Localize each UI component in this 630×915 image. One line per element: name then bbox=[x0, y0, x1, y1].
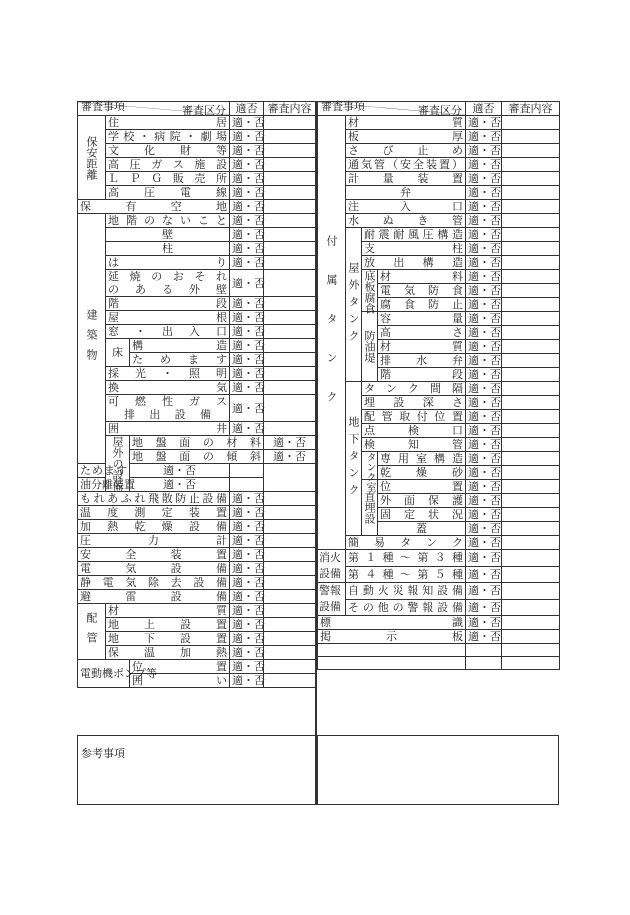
header-category: 審査区分 bbox=[418, 104, 462, 117]
row-label: 材質 bbox=[346, 116, 466, 130]
content-cell[interactable] bbox=[502, 396, 560, 410]
content-cell[interactable] bbox=[502, 424, 560, 438]
content-cell[interactable] bbox=[264, 381, 316, 395]
result-mark[interactable]: 適・否 bbox=[466, 630, 502, 644]
result-mark[interactable]: 適・否 bbox=[230, 130, 264, 144]
result-mark[interactable]: 適・否 bbox=[230, 660, 264, 674]
result-mark[interactable]: 適・否 bbox=[466, 536, 502, 550]
content-cell[interactable] bbox=[264, 172, 316, 186]
result-mark[interactable]: 適・否 bbox=[466, 550, 502, 567]
content-cell[interactable] bbox=[264, 618, 316, 632]
row-label: 階段 bbox=[378, 368, 466, 382]
result-mark[interactable]: 適・否 bbox=[230, 256, 264, 270]
content-cell[interactable] bbox=[264, 353, 316, 367]
group-keihou: 警報設備 bbox=[318, 583, 346, 616]
content-cell[interactable] bbox=[502, 630, 560, 644]
result-mark[interactable]: 適・否 bbox=[230, 548, 264, 562]
content-cell[interactable] bbox=[264, 646, 316, 660]
content-cell[interactable] bbox=[264, 270, 316, 297]
content-cell[interactable] bbox=[264, 130, 316, 144]
row-label: 加熱乾燥設備 bbox=[78, 520, 230, 534]
row-label: 材質 bbox=[106, 604, 230, 618]
empty-cell bbox=[318, 644, 466, 657]
result-mark[interactable]: 適・否 bbox=[466, 424, 502, 438]
result-mark[interactable]: 適・否 bbox=[230, 242, 264, 256]
content-cell[interactable] bbox=[264, 367, 316, 381]
row-label: 地盤面の傾斜 bbox=[130, 450, 264, 464]
row-label: 安全装置 bbox=[78, 548, 230, 562]
content-cell[interactable] bbox=[502, 599, 560, 616]
content-cell[interactable] bbox=[502, 130, 560, 144]
row-label: 高圧ガス施設 bbox=[106, 158, 230, 172]
group-shouka: 消火設備 bbox=[318, 550, 346, 583]
label-line: 可燃性ガス bbox=[108, 395, 228, 408]
result-mark[interactable]: 適・否 bbox=[230, 228, 264, 242]
content-cell[interactable] bbox=[502, 144, 560, 158]
result-mark[interactable]: 適・否 bbox=[466, 522, 502, 536]
row-label: 放出構造 bbox=[362, 256, 466, 270]
right-table bbox=[317, 101, 560, 670]
notes-label: 参考事項 bbox=[81, 747, 125, 760]
content-cell[interactable] bbox=[502, 438, 560, 452]
result-mark[interactable]: 適・否 bbox=[230, 562, 264, 576]
header-content: 審査内容 bbox=[502, 102, 560, 116]
result-mark[interactable]: 適・否 bbox=[230, 381, 264, 395]
content-cell[interactable] bbox=[502, 228, 560, 242]
result-mark[interactable]: 適・否 bbox=[466, 116, 502, 130]
result-mark[interactable]: 適・否 bbox=[230, 534, 264, 548]
notes-area-right[interactable] bbox=[317, 735, 559, 805]
result-mark[interactable]: 適・否 bbox=[466, 298, 502, 312]
notes-area[interactable] bbox=[77, 735, 315, 805]
result-mark[interactable]: 適・否 bbox=[466, 214, 502, 228]
result-mark[interactable]: 適・否 bbox=[466, 599, 502, 616]
empty-cell bbox=[502, 657, 560, 670]
group-fuzoku: 付属タンク bbox=[318, 116, 346, 550]
group-pump: 電動機ポンプ等 bbox=[78, 660, 130, 688]
group-kenchiku: 建築物 bbox=[78, 214, 106, 464]
result-mark[interactable]: 適・否 bbox=[230, 311, 264, 325]
result-mark[interactable]: 適・否 bbox=[230, 604, 264, 618]
row-label: 構造 bbox=[130, 339, 230, 353]
result-mark[interactable]: 適・否 bbox=[230, 632, 264, 646]
content-cell[interactable] bbox=[502, 242, 560, 256]
row-label: はり bbox=[106, 256, 230, 270]
result-mark[interactable]: 適・否 bbox=[264, 436, 316, 450]
result-mark[interactable]: 適・否 bbox=[130, 464, 230, 478]
row-label: 板厚 bbox=[346, 130, 466, 144]
result-mark[interactable]: 適・否 bbox=[466, 172, 502, 186]
group-chika-tank: 地下タンク bbox=[346, 382, 362, 536]
content-cell[interactable] bbox=[502, 583, 560, 600]
content-cell[interactable] bbox=[502, 536, 560, 550]
group-okugai: 屋外の設備 bbox=[106, 436, 130, 492]
row-label: 腐食防止 bbox=[378, 298, 466, 312]
content-cell[interactable] bbox=[502, 172, 560, 186]
content-cell[interactable] bbox=[502, 284, 560, 298]
result-mark[interactable]: 適・否 bbox=[230, 297, 264, 311]
result-mark[interactable]: 適・否 bbox=[466, 508, 502, 522]
result-mark[interactable]: 適・否 bbox=[230, 339, 264, 353]
column-divider bbox=[315, 101, 317, 805]
row-label: 水ぬき管 bbox=[346, 214, 466, 228]
content-cell[interactable] bbox=[264, 325, 316, 339]
content-cell[interactable] bbox=[230, 478, 264, 492]
result-mark[interactable]: 適・否 bbox=[466, 326, 502, 340]
row-label: 固定状況 bbox=[378, 508, 466, 522]
group-okugai-tank: 屋外タンク bbox=[346, 228, 362, 382]
content-cell[interactable] bbox=[502, 566, 560, 583]
result-mark[interactable]: 適・否 bbox=[466, 186, 502, 200]
content-cell[interactable] bbox=[502, 382, 560, 396]
header-content: 審査内容 bbox=[264, 102, 316, 116]
result-mark[interactable]: 適・否 bbox=[466, 583, 502, 600]
content-cell[interactable] bbox=[264, 520, 316, 534]
result-mark[interactable]: 適・否 bbox=[230, 367, 264, 381]
result-mark[interactable]: 適・否 bbox=[230, 200, 264, 214]
empty-cell bbox=[318, 657, 466, 670]
row-label: 避雷設備 bbox=[78, 590, 230, 604]
row-label: 油分離装置 bbox=[78, 478, 130, 492]
result-mark[interactable]: 適・否 bbox=[230, 116, 264, 130]
result-mark[interactable]: 適・否 bbox=[466, 130, 502, 144]
content-cell[interactable] bbox=[264, 492, 316, 506]
result-mark[interactable]: 適・否 bbox=[230, 646, 264, 660]
row-label: 弁 bbox=[346, 186, 466, 200]
result-mark[interactable]: 適・否 bbox=[466, 242, 502, 256]
result-mark[interactable]: 適・否 bbox=[230, 506, 264, 520]
content-cell[interactable] bbox=[264, 632, 316, 646]
content-cell[interactable] bbox=[502, 298, 560, 312]
row-label: 埋設深さ bbox=[362, 396, 466, 410]
result-mark[interactable]: 適・否 bbox=[230, 325, 264, 339]
result-mark[interactable]: 適・否 bbox=[230, 144, 264, 158]
content-cell[interactable] bbox=[502, 312, 560, 326]
group-chokumai: 直埋設 bbox=[362, 480, 378, 536]
content-cell[interactable] bbox=[264, 256, 316, 270]
row-label: ためます bbox=[130, 353, 230, 367]
content-cell[interactable] bbox=[264, 422, 316, 436]
result-mark[interactable]: 適・否 bbox=[466, 228, 502, 242]
label-line: 延焼のおそれ bbox=[108, 270, 228, 283]
row-label: 文化財等 bbox=[106, 144, 230, 158]
row-label: 耐震耐風圧構造 bbox=[362, 228, 466, 242]
content-cell[interactable] bbox=[264, 297, 316, 311]
group-hoan: 保安距離 bbox=[78, 116, 106, 200]
inspection-form bbox=[77, 101, 559, 805]
result-mark[interactable]: 適・否 bbox=[466, 494, 502, 508]
row-label: 地下設置 bbox=[106, 632, 230, 646]
row-label: タンク間隔 bbox=[362, 382, 466, 396]
result-mark[interactable]: 適・否 bbox=[230, 618, 264, 632]
content-cell[interactable] bbox=[502, 116, 560, 130]
content-cell[interactable] bbox=[502, 326, 560, 340]
content-cell[interactable] bbox=[264, 562, 316, 576]
content-cell[interactable] bbox=[230, 464, 264, 478]
result-mark[interactable]: 適・否 bbox=[466, 480, 502, 494]
row-label: 柱 bbox=[106, 242, 230, 256]
header-result: 適否 bbox=[230, 102, 264, 116]
header-result: 適否 bbox=[466, 102, 502, 116]
row-label: 蓋 bbox=[378, 522, 466, 536]
content-cell[interactable] bbox=[264, 186, 316, 200]
row-label: ためます bbox=[78, 464, 130, 478]
content-cell[interactable] bbox=[264, 311, 316, 325]
content-cell[interactable] bbox=[502, 522, 560, 536]
result-mark[interactable]: 適・否 bbox=[230, 214, 264, 228]
row-label: 高さ bbox=[378, 326, 466, 340]
content-cell[interactable] bbox=[264, 604, 316, 618]
row-label: 採光・照明 bbox=[106, 367, 230, 381]
result-mark[interactable]: 適・否 bbox=[130, 478, 230, 492]
content-cell[interactable] bbox=[502, 200, 560, 214]
row-label: 地盤面の材料 bbox=[130, 436, 264, 450]
result-mark[interactable]: 適・否 bbox=[466, 452, 502, 466]
content-cell[interactable] bbox=[502, 214, 560, 228]
row-label: 電気設備 bbox=[78, 562, 230, 576]
row-label: 保有空地 bbox=[78, 200, 230, 214]
content-cell[interactable] bbox=[502, 158, 560, 172]
row-label: 通気管（安全装置） bbox=[346, 158, 466, 172]
content-cell[interactable] bbox=[264, 576, 316, 590]
empty-cell bbox=[502, 644, 560, 657]
content-cell[interactable] bbox=[502, 368, 560, 382]
row-label: 位置 bbox=[378, 480, 466, 494]
result-mark[interactable]: 適・否 bbox=[466, 144, 502, 158]
left-table bbox=[77, 101, 316, 688]
row-label: 地階のないこと bbox=[106, 214, 230, 228]
row-label: 検知管 bbox=[362, 438, 466, 452]
row-label: その他の警報設備 bbox=[346, 599, 466, 616]
content-cell[interactable] bbox=[502, 354, 560, 368]
content-cell[interactable] bbox=[502, 270, 560, 284]
result-mark[interactable]: 適・否 bbox=[230, 492, 264, 506]
content-cell[interactable] bbox=[264, 200, 316, 214]
row-label: さび止め bbox=[346, 144, 466, 158]
row-label-kanen bbox=[106, 395, 230, 422]
row-label: 学校・病院・劇場 bbox=[106, 130, 230, 144]
row-label: 静電気除去設備 bbox=[78, 576, 230, 590]
result-mark[interactable]: 適・否 bbox=[466, 566, 502, 583]
header-category: 審査区分 bbox=[182, 104, 227, 117]
row-label: 配管取付位置 bbox=[362, 410, 466, 424]
result-mark[interactable]: 適・否 bbox=[466, 284, 502, 298]
content-cell[interactable] bbox=[502, 466, 560, 480]
row-label: 標識 bbox=[318, 616, 466, 630]
result-mark[interactable]: 適・否 bbox=[466, 616, 502, 630]
group-yuka: 床 bbox=[106, 339, 130, 367]
content-cell[interactable] bbox=[502, 410, 560, 424]
row-label: もれあふれ飛散防止設備 bbox=[78, 492, 230, 506]
row-label: 注入口 bbox=[346, 200, 466, 214]
result-mark[interactable]: 適・否 bbox=[230, 422, 264, 436]
row-label: 掲示板 bbox=[318, 630, 466, 644]
result-mark[interactable]: 適・否 bbox=[230, 590, 264, 604]
row-label: 電気防食 bbox=[378, 284, 466, 298]
result-mark[interactable]: 適・否 bbox=[466, 466, 502, 480]
result-mark[interactable]: 適・否 bbox=[230, 353, 264, 367]
result-mark[interactable]: 適・否 bbox=[466, 256, 502, 270]
header-item: 審査事項 bbox=[321, 100, 365, 113]
content-cell[interactable] bbox=[502, 494, 560, 508]
row-label: 窓・出入口 bbox=[106, 325, 230, 339]
result-mark[interactable]: 適・否 bbox=[230, 172, 264, 186]
content-cell[interactable] bbox=[264, 548, 316, 562]
row-label: 乾燥砂 bbox=[378, 466, 466, 480]
content-cell[interactable] bbox=[502, 256, 560, 270]
header-item: 審査事項 bbox=[81, 100, 125, 113]
group-haikan: 配管 bbox=[78, 604, 106, 660]
empty-cell bbox=[466, 657, 502, 670]
row-label-enshou bbox=[106, 270, 230, 297]
row-label: 位置 bbox=[130, 660, 230, 674]
result-mark[interactable]: 適・否 bbox=[230, 576, 264, 590]
content-cell[interactable] bbox=[264, 660, 316, 674]
content-cell[interactable] bbox=[264, 228, 316, 242]
row-label: 囲い bbox=[130, 674, 230, 688]
row-label: 第１種〜第３種 bbox=[346, 550, 466, 567]
group-tankshitsu: タンク室 bbox=[362, 452, 378, 480]
content-cell[interactable] bbox=[264, 590, 316, 604]
content-cell[interactable] bbox=[502, 340, 560, 354]
row-label: 簡易タンク bbox=[346, 536, 466, 550]
content-cell[interactable] bbox=[264, 395, 316, 422]
result-mark[interactable]: 適・否 bbox=[230, 674, 264, 688]
group-bouyu: 防油堤 bbox=[362, 312, 378, 382]
row-label: 排水弁 bbox=[378, 354, 466, 368]
row-label: 温度測定装置 bbox=[78, 506, 230, 520]
result-mark[interactable]: 適・否 bbox=[230, 520, 264, 534]
result-mark[interactable]: 適・否 bbox=[466, 200, 502, 214]
row-label: 第４種〜第５種 bbox=[346, 566, 466, 583]
row-label: 換気 bbox=[106, 381, 230, 395]
result-mark[interactable]: 適・否 bbox=[466, 382, 502, 396]
content-cell[interactable] bbox=[264, 242, 316, 256]
result-mark[interactable]: 適・否 bbox=[230, 395, 264, 422]
result-mark[interactable]: 適・否 bbox=[230, 270, 264, 297]
content-cell[interactable] bbox=[264, 339, 316, 353]
row-label: 壁 bbox=[106, 228, 230, 242]
label-line: のある外壁 bbox=[108, 283, 228, 296]
row-label: 専用室構造 bbox=[378, 452, 466, 466]
row-label: 材料 bbox=[378, 270, 466, 284]
result-mark[interactable]: 適・否 bbox=[466, 312, 502, 326]
result-mark[interactable]: 適・否 bbox=[230, 158, 264, 172]
content-cell[interactable] bbox=[502, 452, 560, 466]
content-cell[interactable] bbox=[264, 534, 316, 548]
row-label: 計量装置 bbox=[346, 172, 466, 186]
row-label: 外面保護 bbox=[378, 494, 466, 508]
content-cell[interactable] bbox=[264, 116, 316, 130]
content-cell[interactable] bbox=[264, 158, 316, 172]
row-label: 自動火災報知設備 bbox=[346, 583, 466, 600]
row-label: 点検口 bbox=[362, 424, 466, 438]
row-label: 支柱 bbox=[362, 242, 466, 256]
result-mark[interactable]: 適・否 bbox=[466, 270, 502, 284]
row-label: 保温加熱 bbox=[106, 646, 230, 660]
content-cell[interactable] bbox=[264, 506, 316, 520]
content-cell[interactable] bbox=[502, 480, 560, 494]
header-diagonal bbox=[318, 102, 466, 116]
empty-cell bbox=[466, 644, 502, 657]
result-mark[interactable]: 適・否 bbox=[466, 354, 502, 368]
row-label: 地上設置 bbox=[106, 618, 230, 632]
row-label: 住居 bbox=[106, 116, 230, 130]
result-mark[interactable]: 適・否 bbox=[466, 340, 502, 354]
result-mark[interactable]: 適・否 bbox=[264, 450, 316, 464]
content-cell[interactable] bbox=[502, 186, 560, 200]
result-mark[interactable]: 適・否 bbox=[466, 396, 502, 410]
header-diagonal bbox=[78, 102, 230, 116]
row-label: 階段 bbox=[106, 297, 230, 311]
content-cell[interactable] bbox=[264, 214, 316, 228]
row-label: 容量 bbox=[378, 312, 466, 326]
row-label: 屋根 bbox=[106, 311, 230, 325]
row-label: 材質 bbox=[378, 340, 466, 354]
result-mark[interactable]: 適・否 bbox=[230, 186, 264, 200]
content-cell[interactable] bbox=[264, 674, 316, 688]
row-label: ＬＰＧ販売所 bbox=[106, 172, 230, 186]
result-mark[interactable]: 適・否 bbox=[466, 410, 502, 424]
group-teiban: 底板腐食 bbox=[363, 270, 376, 314]
row-label: 圧力計 bbox=[78, 534, 230, 548]
label-line: 排出設備 bbox=[124, 408, 212, 421]
content-cell[interactable] bbox=[502, 616, 560, 630]
content-cell[interactable] bbox=[264, 144, 316, 158]
row-label: 囲井 bbox=[106, 422, 230, 436]
result-mark[interactable]: 適・否 bbox=[466, 158, 502, 172]
result-mark[interactable]: 適・否 bbox=[466, 438, 502, 452]
row-label: 高圧電線 bbox=[106, 186, 230, 200]
content-cell[interactable] bbox=[502, 550, 560, 567]
content-cell[interactable] bbox=[502, 508, 560, 522]
result-mark[interactable]: 適・否 bbox=[466, 368, 502, 382]
